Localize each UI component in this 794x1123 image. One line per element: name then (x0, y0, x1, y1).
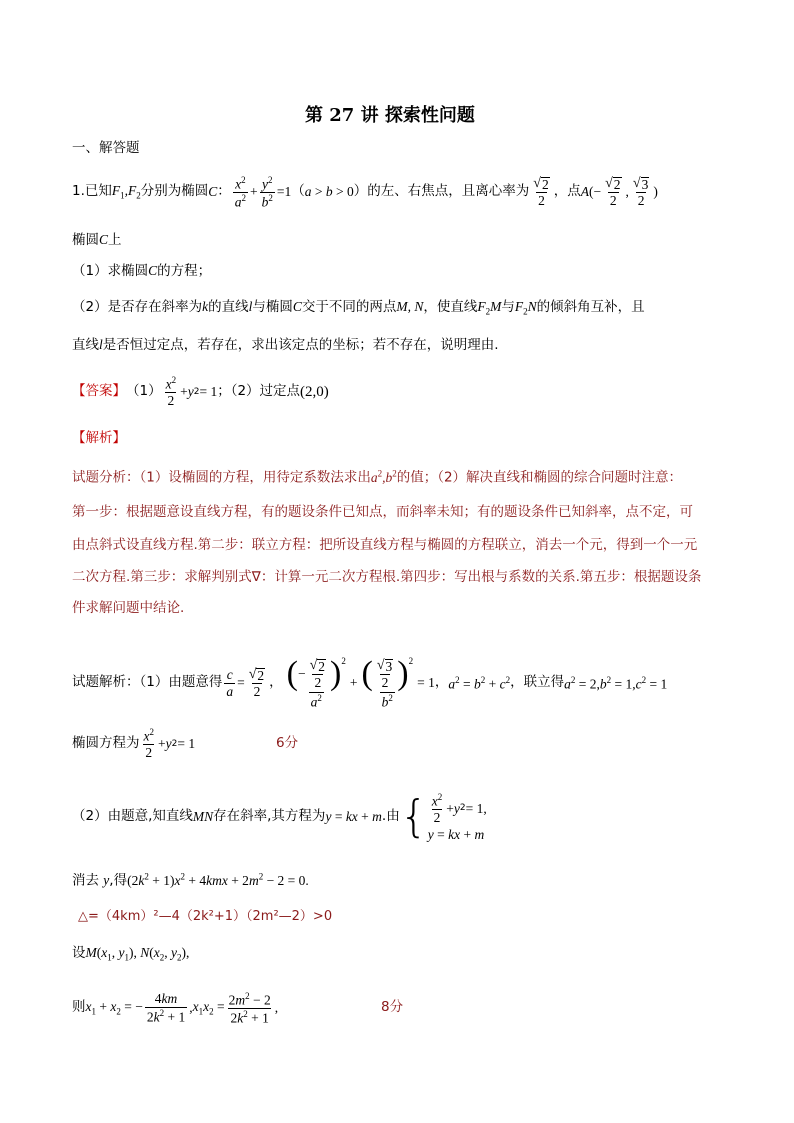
math-frac-big: ( − √ 2 2 ) 2 $a^2$ (286, 655, 346, 710)
solution-eliminate: 消去 y,得$(2k^2 + 1)x^2 + 4kmx + 2m^2 - 2 = 0$. (72, 871, 309, 889)
solution-set-points: 设$M(x_1$, $y_1$), $N(x_2$, $y_2$), (72, 945, 190, 963)
q1-text: 与 (501, 299, 515, 315)
math-foci: $F_1,F_2$ (111, 182, 141, 201)
q1-text: 1.已知 (72, 183, 112, 200)
analysis-line-5: 件求解问题中结论. (72, 600, 185, 616)
solution-text: 则 (72, 999, 86, 1016)
q1-text: 的直线 (208, 299, 249, 315)
analysis-text: 试题分析：（1）设椭圆的方程，用待定系数法求出 (72, 469, 371, 486)
math-point-a: A(− (580, 184, 602, 200)
q1-text: 的倾斜角互补，且 (536, 299, 645, 315)
q1-text: 直线 (72, 337, 99, 353)
question-1-line-2: 椭圆C上 (72, 232, 122, 248)
math-eccentricity: √ 2 2 (533, 176, 549, 209)
q1-text: 的方程； (157, 263, 212, 279)
answer-text: （1） (126, 383, 162, 400)
q1-text: 是否恒过定点，若存在，求出该定点的坐标；若不存在，说明理由. (102, 337, 499, 353)
question-1-part-1: （1）求椭圆C的方程； (72, 263, 212, 279)
math-frac-x2a2: $\frac{x^2}{a^2}$ (234, 174, 247, 209)
math-frac-big: ( √ 3 2 ) 2 $b^2$ (361, 655, 414, 710)
solution-text: 存在斜率,其方程为 (213, 808, 326, 825)
analysis-line-4: 二次方程.第三步：求解判别式∇：计算一元二次方程根.第四步：写出根与系数的关系.第五步：根据题设条 (72, 569, 702, 585)
math-frac: √ 2 2 (605, 176, 621, 209)
solution-text: 设 (72, 945, 86, 961)
answer-point: (2,0) (300, 383, 329, 400)
solution-line-1: 试题解析：（1）由题意得 $\frac{c}{a}$ = √ 2 2 ， ( − √ 2 2 ) 2 $a^2$ + ( √ 3 2 ) 2 $b^2$ = 1 ， $a^2 = b^2 + c^2$ ，联立得 $a^2 = 2,b^2 = 1,c^2 = 1$ (72, 655, 668, 710)
q1-text: ，使直线 (423, 299, 478, 315)
solution-text: ，联立得 (510, 674, 565, 691)
q1-text: 分别为椭圆 (140, 183, 209, 200)
analysis-text: 的值；（2）解决直线和椭圆的综合问题时注意： (396, 469, 683, 486)
answer-tag: 【答案】 (72, 383, 126, 400)
math-frac: $\frac{2m^2 - 2}{2k^2 + 1}$ (228, 990, 271, 1025)
solution-text: （2）由题意,知直线 (72, 808, 193, 825)
math-c: C (208, 184, 218, 200)
q1-text: 椭圆 (72, 232, 99, 248)
solution-discriminant: △=（4km）²—4（2k²+1）（2m²—2）>0 (78, 909, 333, 924)
answer-line: 【答案】 （1） $\frac{x^2}{2}$ + y 2 = 1 ；（2）过定点 (2,0) (72, 375, 329, 409)
math-frac: √ 3 2 (632, 176, 649, 209)
math-frac: $\frac{c}{a}$ (226, 667, 234, 699)
solution-part-2: （2）由题意,知直线 MN 存在斜率,其方程为 y = kx + m .由 { $\frac{x^2}{2}$ + y 2 = 1, y = kx + m (72, 791, 487, 842)
question-1-part-2-cont: 直线l是否恒过定点，若存在，求出该定点的坐标；若不存在，说明理由. (72, 337, 499, 353)
analysis-line-2: 第一步：根据题意设直线方程，有的题设条件已知点，而斜率未知；有的题设条件已知斜率，点不定，可 (72, 504, 693, 520)
q1-text: 上 (108, 232, 122, 248)
system-brace: { (399, 791, 428, 842)
math-frac: $\frac{x^2}{2}$ (143, 727, 154, 761)
solution-text: 椭圆方程为 (72, 735, 140, 752)
question-1-part-2: （2）是否存在斜率为k的直线l与椭圆C交于不同的两点M, N，使直线$F_2M$与$F_2N$的倾斜角互补，且 (72, 299, 645, 317)
analysis-line-1: 试题分析：（1）设椭圆的方程，用待定系数法求出$a^2,b^2$的值；（2）解决直线和椭圆的综合问题时注意： (72, 468, 683, 486)
q1-text: 交于不同的两点 (301, 299, 397, 315)
question-1-line-1: 1.已知 $F_1,F_2$ 分别为椭圆 C ： $\frac{x^2}{a^2}$ + $\frac{y^2}{b^2}$ =1 （ a > b > 0 ）的左、右焦点，且离心率为 √ 2 2 ，点 A(− √ 2 2 , √ 3 2 ) (72, 174, 658, 209)
page-title: 第 27 讲 探索性问题 (305, 105, 475, 126)
analysis-tag: 【解析】 (72, 430, 126, 446)
q1-text: 与椭圆 (252, 299, 293, 315)
math-cond: a > b > 0 (304, 184, 354, 200)
score-8: 8分 (381, 999, 404, 1015)
solution-ellipse-eq: 椭圆方程为 $\frac{x^2}{2}$ + y 2 = 1 (72, 727, 196, 761)
solution-text: 试题解析：（1）由题意得 (72, 674, 223, 691)
q1-text: （2）是否存在斜率为 (72, 299, 203, 315)
score-6: 6分 (276, 735, 299, 751)
q1-text: （ (291, 183, 305, 200)
math-frac-y2b2: $\frac{y^2}{b^2}$ (261, 174, 273, 209)
solution-text: 消去 (72, 872, 99, 889)
equation-system: $\frac{x^2}{2}$ + y 2 = 1, y = kx + m (427, 791, 487, 842)
analysis-line-3: 由点斜式设直线方程.第二步：联立方程：把所设直线方程与椭圆的方程联立，消去一个元，得到一个一元 (72, 537, 698, 553)
q1-text: ，点 (553, 183, 581, 200)
math-frac: $\frac{4km}{2k^2 + 1}$ (146, 991, 186, 1025)
answer-text: ；（2）过定点 (217, 383, 301, 400)
solution-text: .由 (381, 808, 400, 825)
solution-vieta: 则 $x_1 + x_2$ = − $\frac{4km}{2k^2 + 1}$ , $x_1x_2$ = $\frac{2m^2 - 2}{2k^2 + 1}$ , (72, 990, 279, 1025)
q1-text: ）的左、右焦点，且离心率为 (353, 183, 530, 200)
q1-text: （1）求椭圆 (72, 263, 149, 279)
solution-text: ,得 (109, 872, 128, 889)
math-frac: $\frac{x^2}{2}$ (165, 375, 177, 409)
section-heading: 一、解答题 (72, 140, 140, 156)
math-frac: √ 2 2 (248, 667, 265, 700)
